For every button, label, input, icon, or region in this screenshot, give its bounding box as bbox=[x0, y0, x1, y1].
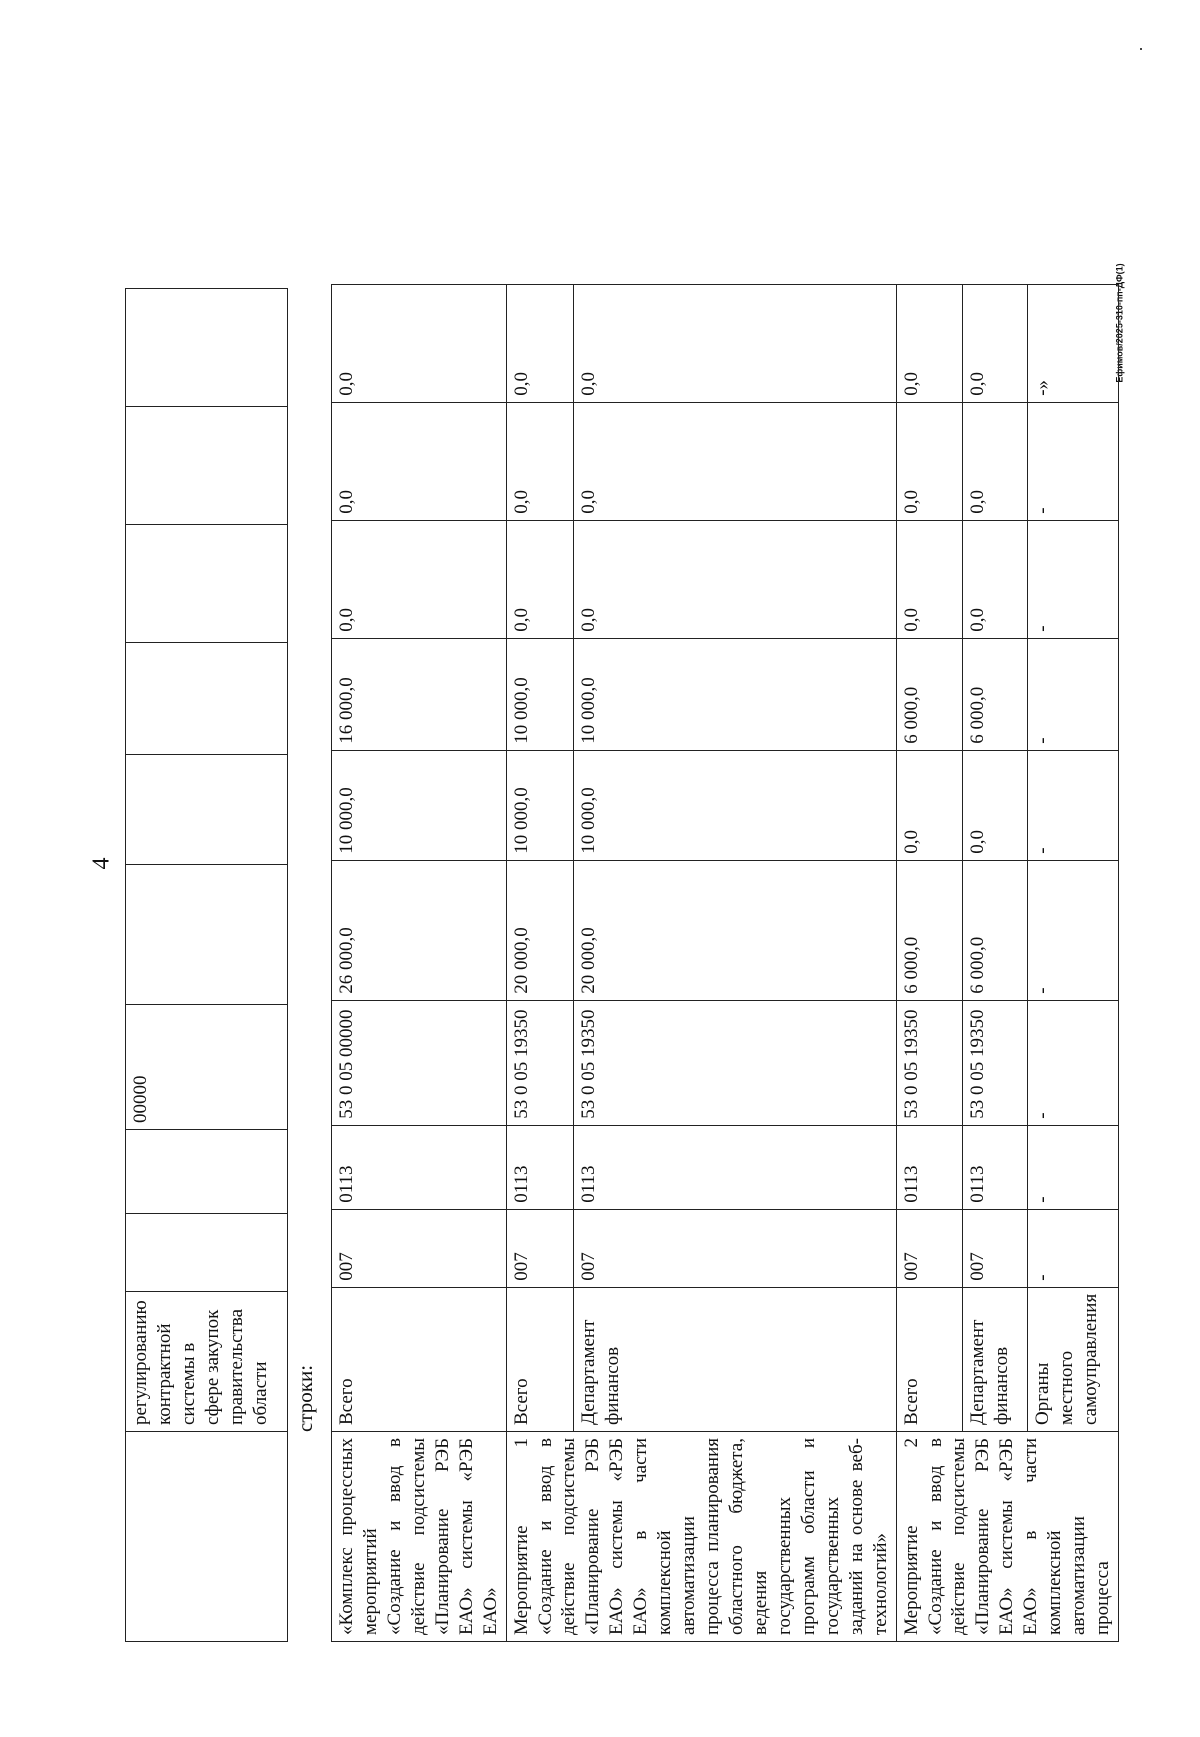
cell-year-3: 0,0 bbox=[506, 520, 574, 638]
cell-year-3: 0,0 bbox=[574, 520, 896, 638]
cell-rzpr: 0113 bbox=[332, 1125, 507, 1209]
table-row bbox=[506, 284, 574, 1641]
cell-year-4: 0,0 bbox=[963, 402, 1028, 520]
cell-csr: 53 0 05 19350 bbox=[506, 1000, 574, 1125]
cell-executor: Департамент финансов bbox=[574, 1287, 896, 1431]
cell-csr: - bbox=[1028, 1000, 1119, 1125]
cell-year-4: 0,0 bbox=[896, 402, 963, 520]
cell-executor: Всего bbox=[896, 1287, 963, 1431]
table-row bbox=[332, 284, 507, 1641]
cell-grbs: 007 bbox=[963, 1209, 1028, 1287]
cell-year-4: 0,0 bbox=[332, 402, 507, 520]
cell-year-2: 6 000,0 bbox=[896, 638, 963, 750]
cell-year-3: 0,0 bbox=[896, 520, 963, 638]
cell-executor: Департамент финансов bbox=[963, 1287, 1028, 1431]
cell-year-2: 6 000,0 bbox=[963, 638, 1028, 750]
cell-csr: 53 0 05 19350 bbox=[574, 1000, 896, 1125]
cell-year-2: - bbox=[1028, 638, 1119, 750]
cell-grbs: - bbox=[1028, 1209, 1119, 1287]
cell-year-3: 0,0 bbox=[332, 520, 507, 638]
cell-year-5: 0,0 bbox=[896, 284, 963, 402]
cell-executor: Всего bbox=[332, 1287, 507, 1431]
cell-total: 6 000,0 bbox=[963, 860, 1028, 1000]
cell-csr: 00000 bbox=[126, 1005, 288, 1130]
cell-year-1: 0,0 bbox=[896, 750, 963, 860]
cell-total: 20 000,0 bbox=[506, 860, 574, 1000]
cell-year-4: - bbox=[1028, 402, 1119, 520]
cell-year-3: 0,0 bbox=[963, 520, 1028, 638]
cell-csr: 53 0 05 19350 bbox=[963, 1000, 1028, 1125]
cell-year-5: -» bbox=[1028, 284, 1119, 402]
cell-year-3: - bbox=[1028, 520, 1119, 638]
cell-name: «Комплекс процессных мероприятий «Создание и ввод в действие подсистемы «Планирование РЭБ ЕАО» системы «РЭБ ЕАО» bbox=[332, 1432, 507, 1642]
cell-total: 26 000,0 bbox=[332, 860, 507, 1000]
page-number: 4 bbox=[88, 857, 115, 870]
cell-year-1: 10 000,0 bbox=[506, 750, 574, 860]
cell-name bbox=[126, 1432, 288, 1642]
cell-grbs: 007 bbox=[574, 1209, 896, 1287]
cell-year-5: 0,0 bbox=[506, 284, 574, 402]
cell-total: - bbox=[1028, 860, 1119, 1000]
cell-csr: 53 0 05 00000 bbox=[332, 1000, 507, 1125]
cell-rzpr: 0113 bbox=[506, 1125, 574, 1209]
cell-grbs: 007 bbox=[332, 1209, 507, 1287]
cell-year-4: 0,0 bbox=[506, 402, 574, 520]
cell-year-2: 16 000,0 bbox=[332, 638, 507, 750]
table-continuation bbox=[125, 288, 288, 1642]
cell-executor: регулированию контрактной системы в сфере закупок правительства области bbox=[126, 1292, 288, 1432]
cell-year-1: 0,0 bbox=[963, 750, 1028, 860]
cell-total: 6 000,0 bbox=[896, 860, 963, 1000]
cell-csr: 53 0 05 19350 bbox=[896, 1000, 963, 1125]
cell-year-5: 0,0 bbox=[574, 284, 896, 402]
cell-name: Мероприятие 2 «Создание и ввод в действие подсистемы «Планирование РЭБ ЕАО» системы «РЭБ ЕАО» в части комплексной автоматизации процесса bbox=[896, 1432, 1118, 1642]
cell-year-1: 10 000,0 bbox=[332, 750, 507, 860]
cell-rzpr: 0113 bbox=[574, 1125, 896, 1209]
cell-year-2: 10 000,0 bbox=[506, 638, 574, 750]
cell-year-5: 0,0 bbox=[332, 284, 507, 402]
cell-rzpr: 0113 bbox=[963, 1125, 1028, 1209]
cell-total: 20 000,0 bbox=[574, 860, 896, 1000]
cell-year-1: - bbox=[1028, 750, 1119, 860]
cell-year-5: 0,0 bbox=[963, 284, 1028, 402]
cell-year-1: 10 000,0 bbox=[574, 750, 896, 860]
cell-grbs: 007 bbox=[506, 1209, 574, 1287]
document-code: Ефимов/2025-310-пп-ДФ(1) bbox=[1114, 263, 1125, 383]
scan-speck bbox=[1140, 48, 1142, 50]
cell-rzpr: - bbox=[1028, 1125, 1119, 1209]
cell-executor: Всего bbox=[506, 1287, 574, 1431]
cell-year-2: 10 000,0 bbox=[574, 638, 896, 750]
cell-year-4: 0,0 bbox=[574, 402, 896, 520]
section-caption: строки: bbox=[293, 1364, 317, 1432]
table-row bbox=[896, 284, 963, 1641]
finance-table bbox=[331, 284, 1119, 1642]
cell-name: Мероприятие 1 «Создание и ввод в действие подсистемы «Планирование РЭБ ЕАО» системы «РЭБ ЕАО» в части комплексной автоматизации процесса планирования областного бюджета, ведения государственных программ области и государственных заданий на основе веб-технологий» bbox=[506, 1432, 896, 1642]
cell-grbs: 007 bbox=[896, 1209, 963, 1287]
table-row bbox=[126, 289, 288, 1642]
cell-executor: Органы местного самоуправления bbox=[1028, 1287, 1119, 1431]
cell-rzpr: 0113 bbox=[896, 1125, 963, 1209]
rotated-document bbox=[125, 102, 1114, 1642]
